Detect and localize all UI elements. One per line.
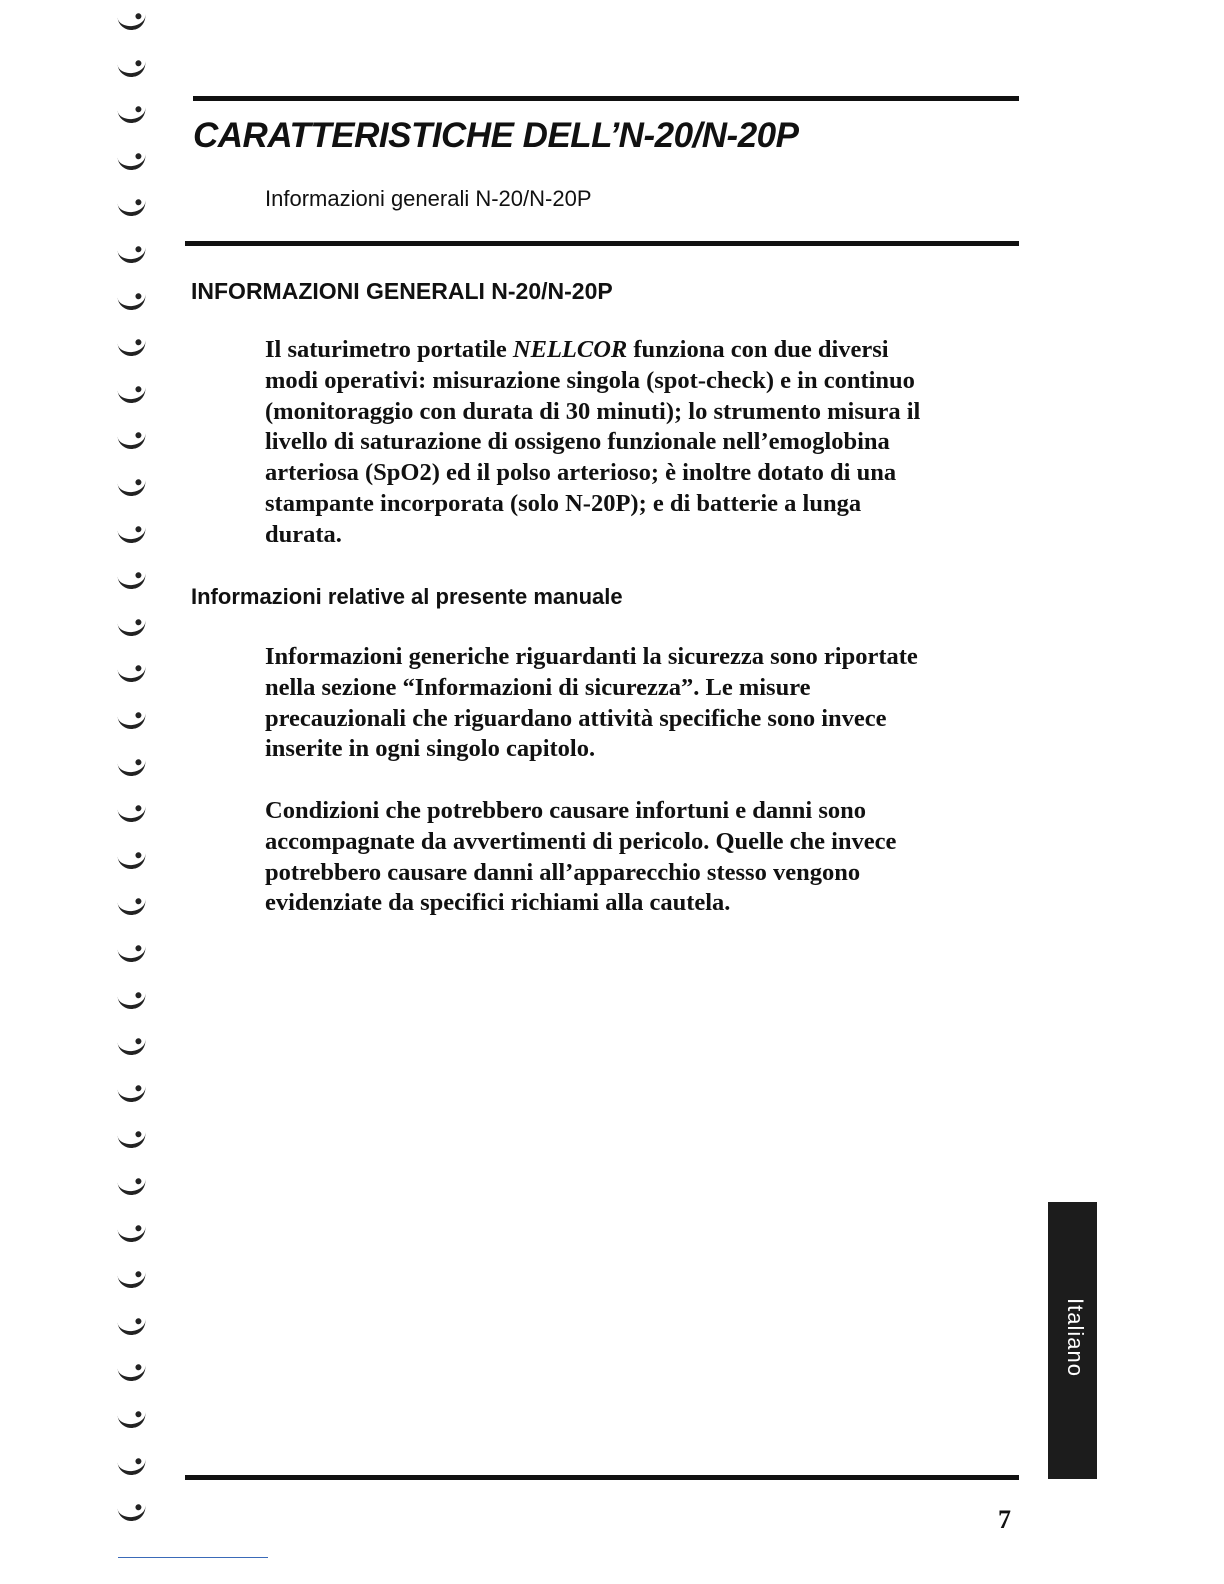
binding-ring bbox=[117, 246, 147, 265]
binding-ring bbox=[117, 479, 147, 498]
binding-ring bbox=[117, 385, 147, 404]
top-rule bbox=[193, 96, 1019, 101]
binding-ring bbox=[117, 59, 147, 78]
paragraph-line: nella sezione “Informazioni di sicurezza”. Le misure bbox=[265, 673, 811, 701]
binding-ring bbox=[117, 1271, 147, 1290]
manual-info-paragraph bbox=[265, 642, 1025, 765]
binding-ring bbox=[117, 1411, 147, 1430]
paragraph-line: (monitoraggio con durata di 30 minuti); lo strumento misura il bbox=[265, 397, 921, 425]
binding-ring bbox=[117, 898, 147, 917]
page-number: 7 bbox=[998, 1505, 1011, 1534]
binding-ring bbox=[117, 618, 147, 637]
binding-ring bbox=[117, 13, 147, 32]
binding-ring bbox=[117, 991, 147, 1010]
binding-ring bbox=[117, 712, 147, 731]
binding-ring bbox=[117, 199, 147, 218]
contents-item: Informazioni generali N-20/N-20P bbox=[265, 186, 592, 211]
language-tab-label: Italiano bbox=[1063, 1298, 1088, 1377]
paragraph-line: arteriosa (SpO2) ed il polso arterioso; è inoltre dotato di una bbox=[265, 459, 897, 487]
paragraph-line: precauzionali che riguardano attività specifiche sono invece bbox=[265, 704, 887, 732]
binding-ring bbox=[117, 1084, 147, 1103]
binding-ring bbox=[117, 525, 147, 544]
binding-ring bbox=[117, 1131, 147, 1150]
paragraph-line: Condizioni che potrebbero causare infortuni e danni sono bbox=[265, 797, 867, 824]
paragraph-line: livello di saturazione di ossigeno funzionale nell’emoglobina bbox=[265, 428, 890, 456]
paragraph-line: potrebbero causare danni all’apparecchio stesso vengono bbox=[265, 858, 861, 886]
binding-ring bbox=[117, 665, 147, 684]
paragraph-line: Informazioni generiche riguardanti la sicurezza sono riportate bbox=[265, 643, 918, 670]
paragraph-line: durata. bbox=[265, 520, 342, 548]
binding-ring bbox=[117, 1317, 147, 1336]
subsection-heading: Informazioni relative al presente manuale bbox=[191, 584, 623, 609]
spiral-binding bbox=[112, 0, 152, 1584]
binding-ring bbox=[117, 851, 147, 870]
binding-ring bbox=[117, 945, 147, 964]
section-heading: INFORMAZIONI GENERALI N-20/N-20P bbox=[191, 278, 613, 304]
paragraph-line: inserite in ogni singolo capitolo. bbox=[265, 735, 596, 763]
binding-ring bbox=[117, 1224, 147, 1243]
paragraph-line: accompagnate da avvertimenti di pericolo. Quelle che invece bbox=[265, 827, 897, 855]
paragraph-line: modi operativi: misurazione singola (spot-check) e in continuo bbox=[265, 366, 915, 394]
paragraph-line: evidenziate da specifici richiami alla cautela. bbox=[265, 889, 731, 917]
binding-ring bbox=[117, 1178, 147, 1197]
section-rule bbox=[185, 241, 1019, 246]
paragraph-line: Il saturimetro portatile NELLCOR funziona con due diversi bbox=[265, 336, 889, 363]
binding-ring bbox=[117, 292, 147, 311]
brand-name: NELLCOR bbox=[512, 336, 628, 363]
footer-line bbox=[118, 1557, 268, 1558]
binding-ring bbox=[117, 339, 147, 358]
paragraph-line: stampante incorporata (solo N-20P); e di batterie a lunga bbox=[265, 489, 862, 517]
binding-ring bbox=[117, 1457, 147, 1476]
warnings-paragraph bbox=[265, 796, 1025, 919]
binding-ring bbox=[117, 1364, 147, 1383]
binding-ring bbox=[117, 1038, 147, 1057]
binding-ring bbox=[117, 758, 147, 777]
chapter-title: CARATTERISTICHE DELL’N-20/N-20P bbox=[193, 116, 799, 155]
binding-ring bbox=[117, 152, 147, 171]
binding-ring bbox=[117, 572, 147, 591]
binding-ring bbox=[117, 1504, 147, 1523]
binding-ring bbox=[117, 432, 147, 451]
binding-ring bbox=[117, 106, 147, 125]
bottom-rule bbox=[185, 1475, 1019, 1480]
intro-paragraph bbox=[265, 335, 1025, 551]
binding-ring bbox=[117, 805, 147, 824]
